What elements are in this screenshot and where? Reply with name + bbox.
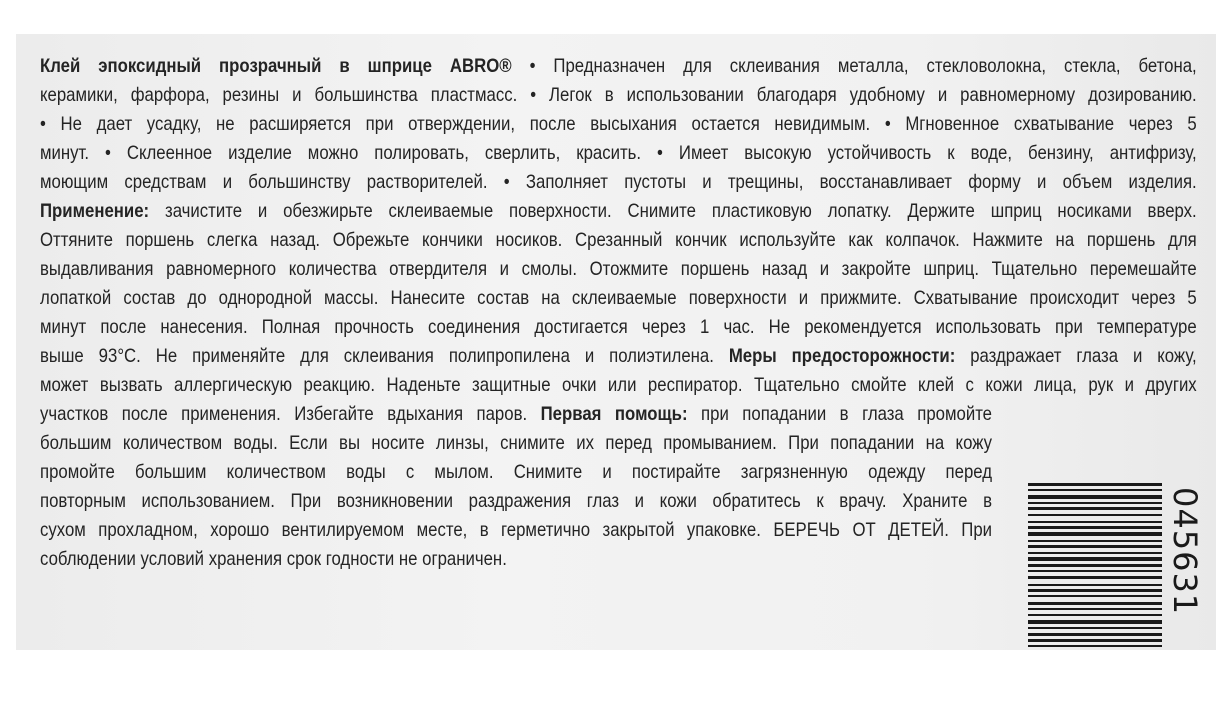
product-label (16, 34, 1216, 650)
barcode-bar (1028, 627, 1162, 629)
barcode-bar (1028, 483, 1162, 486)
barcode-bar (1028, 532, 1162, 536)
first-aid-text: промойте большим количеством воды с мылом. Снимите и постирайте загрязненную одежду перед (40, 461, 993, 483)
usage-text: выдавливания равномерного количества отвердителя и смолы. Отожмите поршень назад и закройте шприц. Тщательно перемешайте (40, 258, 1197, 280)
barcode-bar (1028, 526, 1162, 529)
barcode-graphic (1028, 481, 1216, 650)
first-aid-text: при попадании в глаза промойте (687, 403, 993, 425)
first-aid-text: большим количеством воды. Если вы носите линзы, снимите их перед промыванием. При попадании на кожу (40, 432, 993, 454)
barcode-bar (1028, 514, 1162, 516)
label-line-18 (40, 545, 992, 574)
precautions-text: может вызвать аллергическую реакцию. Наденьте защитные очки или респиратор. Тщательно смойте клей с кожи лица, рук и других (40, 374, 1197, 396)
description-text: минут. • Склеенное изделие можно полировать, сверлить, красить. • Имеет высокую устойчивость к воде, бензину, антифризу, (40, 142, 1197, 164)
first-aid-heading: Первая помощь: (540, 403, 688, 425)
barcode-bar (1028, 540, 1162, 542)
barcode-bar (1028, 584, 1162, 586)
barcode-bar (1028, 633, 1162, 636)
barcode-digits: 045631 (1166, 487, 1204, 616)
description-text: моющим средствам и большинству растворителей. • Заполняет пустоты и трещины, восстанавливает форму и объем изделия. (40, 171, 1197, 193)
barcode-bar (1028, 620, 1162, 624)
barcode-bar (1028, 545, 1162, 548)
first-aid-text: повторным использованием. При возникновении раздражения глаз и кожи обратитесь к врачу. Храните в (40, 490, 993, 512)
barcode-bar (1028, 589, 1162, 592)
barcode-bar (1028, 576, 1162, 579)
barcode-bar (1028, 639, 1162, 642)
product-name: Клей эпоксидный прозрачный в шприце ABRO® (40, 55, 512, 77)
usage-text: Оттяните поршень слегка назад. Обрежьте кончики носиков. Срезанный кончик используйте как колпачок. Нажмите на поршень для (40, 229, 1197, 251)
barcode-bar (1028, 495, 1162, 499)
usage-text: зачистите и обезжирьте склеиваемые поверхности. Снимите пластиковую лопатку. Держите шприц носиками вверх. (149, 200, 1197, 222)
label-line-15 (40, 458, 992, 487)
usage-text: лопаткой состав до однородной массы. Нанесите состав на склеиваемые поверхности и прижмите. Схватывание происходит через 5 (40, 287, 1197, 309)
barcode-bar (1028, 502, 1162, 504)
barcode-bar (1028, 564, 1162, 567)
description-text: • Предназначен для склеивания металла, стекловолокна, стекла, бетона, (511, 55, 1197, 77)
precautions-text: раздражает глаза и кожу, (955, 345, 1197, 367)
label-line-12 (40, 371, 1197, 400)
barcode-bar (1028, 507, 1162, 510)
precautions-text: участков после применения. Избегайте вдыхания паров. (40, 403, 541, 425)
label-line-5 (40, 168, 1197, 197)
label-line-7 (40, 226, 1197, 255)
barcode-bar (1028, 602, 1162, 605)
label-line-1 (40, 52, 1197, 81)
barcode-bar (1028, 489, 1162, 491)
label-line-13 (40, 400, 992, 429)
label-line-8 (40, 255, 1197, 284)
label-line-9 (40, 284, 1197, 313)
barcode (1028, 481, 1216, 650)
label-line-16 (40, 487, 992, 516)
usage-heading: Применение: (40, 200, 150, 222)
barcode-bar (1028, 595, 1162, 597)
label-line-4 (40, 139, 1197, 168)
barcode-bar (1028, 521, 1162, 523)
barcode-bar (1028, 570, 1162, 572)
label-line-2 (40, 81, 1197, 110)
barcode-bar (1028, 608, 1162, 610)
label-line-17 (40, 516, 992, 545)
usage-text: выше 93°С. Не применяйте для склеивания полипропилена и полиэтилена. (40, 345, 729, 367)
label-line-6 (40, 197, 1197, 226)
barcode-bar (1028, 552, 1162, 554)
label-line-10 (40, 313, 1197, 342)
label-text (40, 52, 1197, 574)
precautions-heading: Меры предосторожности: (728, 345, 956, 367)
label-line-14 (40, 429, 992, 458)
description-text: • Не дает усадку, не расширяется при отверждении, после высыхания остается невидимым. • Мгновенное схватывание через 5 (40, 113, 1197, 135)
storage-text: соблюдении условий хранения срок годности не ограничен. (40, 548, 507, 570)
barcode-bar (1028, 645, 1162, 647)
barcode-bar (1028, 614, 1162, 616)
barcode-bar (1028, 557, 1162, 561)
barcode-bars (1028, 483, 1162, 647)
description-text: керамики, фарфора, резины и большинства пластмасс. • Легок в использовании благодаря удобному и равномерному дозированию. (40, 84, 1197, 106)
label-line-3 (40, 110, 1197, 139)
usage-text: минут после нанесения. Полная прочность соединения достигается через 1 час. Не рекомендуется использовать при температуре (40, 316, 1197, 338)
label-line-11 (40, 342, 1197, 371)
storage-text: сухом прохладном, хорошо вентилируемом месте, в герметично закрытой упаковке. БЕРЕЧЬ ОТ ДЕТЕЙ. При (40, 519, 993, 541)
